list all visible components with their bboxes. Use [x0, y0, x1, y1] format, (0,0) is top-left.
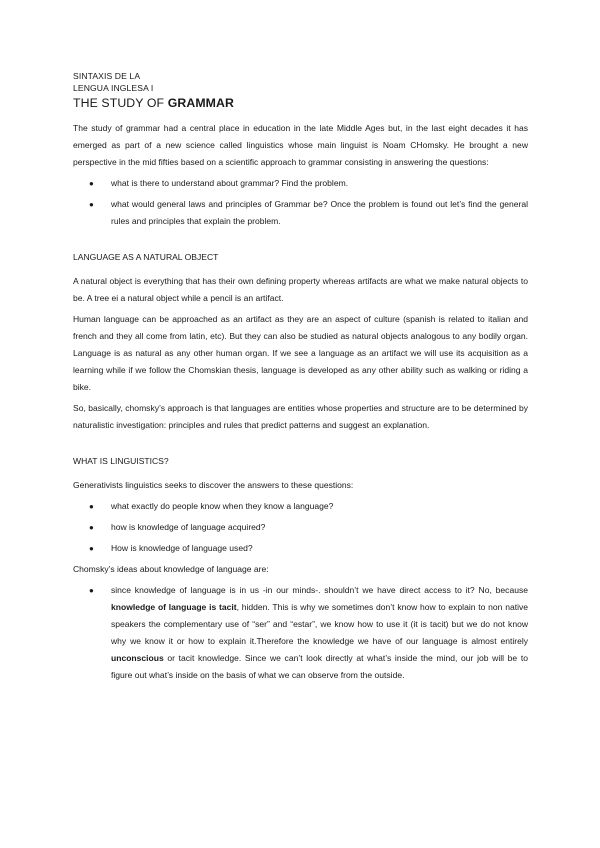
bullet-icon: ● — [89, 200, 94, 209]
idea-bold-unconscious: unconscious — [111, 653, 164, 663]
list-item-text: what is there to understand about grammar? Find the problem. — [111, 178, 349, 188]
list-item-text: How is knowledge of language used? — [111, 543, 253, 553]
idea-text-part1: since knowledge of language is in us -in our minds-. shouldn’t we have direct access to it? No, because — [111, 585, 528, 595]
intro-paragraph: The study of grammar had a central place in education in the late Middle Ages but, in the last eight decades it has emerged as part of a new science called linguistics whose main linguist is Noam CHomsky. He brought a new perspective in the mid fifties based on a scientific approach to grammar consisting in answering the questions: — [73, 123, 528, 167]
list-item — [89, 540, 528, 557]
paragraph: Human language can be approached as an artifact as they are an aspect of culture (spanish is related to italian and french and they all come from latin, etc). But they can also be studied as natural objects analogous to any bodily organ. Language is as natural as any other human organ. If we see a language as an artifact we will use its acquisition as a learning while if we follow the Chomskian thesis, language is developed as any other ability such as walking or riding a bike. — [73, 314, 528, 392]
linguistics-question-list — [73, 498, 528, 557]
section-heading-natural-object: LANGUAGE AS A NATURAL OBJECT — [73, 252, 219, 262]
course-name-line1: SINTAXIS DE LA — [73, 71, 141, 81]
list-item — [89, 582, 529, 684]
document-title — [73, 95, 528, 111]
bullet-icon: ● — [89, 502, 94, 511]
idea-bold-tacit: knowledge of language is tacit — [111, 602, 237, 612]
list-item-text: what exactly do people know when they know a language? — [111, 501, 334, 511]
bullet-icon: ● — [89, 179, 94, 188]
title-bold: GRAMMAR — [167, 96, 234, 110]
title-prefix: THE STUDY OF — [73, 96, 168, 110]
list-item — [89, 196, 528, 230]
section-heading-linguistics: WHAT IS LINGUISTICS? — [73, 456, 169, 466]
list-item — [89, 175, 528, 192]
bullet-icon: ● — [89, 523, 94, 532]
idea-text-part2: , hidden. This is why we sometimes don’t know how to explain to non native speakers the complementary use of “ser” and “estar”, we know how to use it (it is tacit) but we do not know why we know it or how to explain it.Therefore the knowledge we have of our language is almost entirely — [111, 602, 529, 646]
bullet-icon: ● — [89, 544, 94, 553]
intro-question-list — [73, 175, 528, 230]
paragraph: So, basically, chomsky’s approach is that languages are entities whose properties and structure are to be determined by naturalistic investigation: principles and rules that predict patterns and suggest an explanation. — [73, 403, 528, 430]
paragraph: Generativists linguistics seeks to discover the answers to these questions: — [73, 480, 354, 490]
list-item-text: what would general laws and principles of Grammar be? Once the problem is found out let’s find the general rules and principles that explain the problem. — [111, 199, 528, 226]
list-item — [89, 498, 528, 515]
paragraph: Chomsky’s ideas about knowledge of language are: — [73, 564, 269, 574]
list-item-text: how is knowledge of language acquired? — [111, 522, 266, 532]
idea-text-part3: or tacit knowledge. Since we can’t look directly at what’s inside the mind, our job will be to figure out what’s inside on the basis of what we can observe from the outside. — [111, 653, 528, 680]
list-item — [89, 519, 528, 536]
bullet-icon: ● — [89, 586, 94, 595]
paragraph: A natural object is everything that has their own defining property whereas artifacts are what we make natural objects to be. A tree ei a natural object while a pencil is an artifact. — [73, 276, 528, 303]
course-name-line2: LENGUA INGLESA I — [73, 83, 154, 93]
chomsky-ideas-list — [73, 582, 528, 684]
